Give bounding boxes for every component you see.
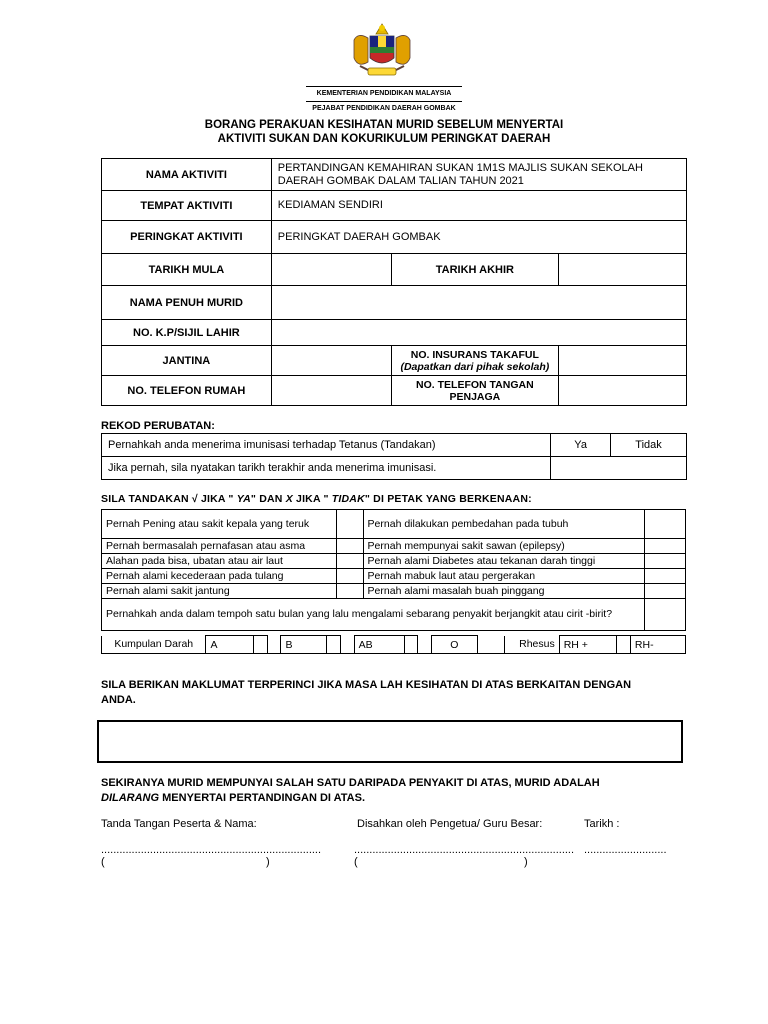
participant-signature-label: Tanda Tangan Peserta & Nama:: [101, 818, 257, 830]
warning-line2: MENYERTAI PERTANDINGAN DI ATAS.: [159, 792, 366, 804]
blood-o-label: O: [431, 636, 477, 654]
blood-ab-checkbox[interactable]: [404, 636, 418, 654]
condition-infectious-checkbox[interactable]: [645, 599, 686, 631]
insurance-field[interactable]: [559, 346, 687, 376]
instruction-text-3: JIKA ": [292, 493, 332, 505]
principal-approval-label: Disahkan oleh Pengetua/ Guru Besar:: [357, 818, 543, 830]
condition-kidney: Pernah alami masalah buah pinggang: [363, 584, 645, 599]
activity-name-label: NAMA AKTIVITI: [102, 159, 272, 191]
condition-asthma: Pernah bermasalah pernafasan atau asma: [102, 539, 337, 554]
instruction-x: X: [285, 493, 293, 505]
no-checkbox[interactable]: Tidak: [611, 434, 687, 457]
end-date-field[interactable]: [559, 254, 687, 286]
ministry-header: [300, 84, 468, 114]
condition-surgery: Pernah dilakukan pembedahan pada tubuh: [363, 510, 645, 539]
eligibility-warning: [101, 776, 681, 806]
guardian-phone-label: NO. TELEFON TANGAN PENJAGA: [391, 376, 559, 406]
rh-positive-checkbox[interactable]: [617, 636, 631, 654]
principal-name-open: (: [354, 856, 358, 868]
blood-b-checkbox[interactable]: [327, 636, 341, 654]
blood-group-label: Kumpulan Darah: [102, 636, 206, 654]
rhesus-label: Rhesus: [504, 636, 559, 654]
rh-negative-label: RH-: [630, 636, 685, 654]
condition-heart-checkbox[interactable]: [336, 584, 363, 599]
ministry-name: KEMENTERIAN PENDIDIKAN MALAYSIA: [316, 90, 452, 97]
date-line[interactable]: ...........................: [584, 844, 667, 856]
form-title-line1: BORANG PERAKUAN KESIHATAN MURID SEBELUM MENYERTAI: [204, 119, 564, 131]
condition-bone-injury: Pernah alami kecederaan pada tulang: [102, 569, 337, 584]
ic-number-label: NO. K.P/SIJIL LAHIR: [102, 320, 272, 346]
form-title-line2: AKTIVITI SUKAN DAN KOKURIKULUM PERINGKAT DAERAH: [217, 133, 551, 145]
condition-asthma-checkbox[interactable]: [336, 539, 363, 554]
instruction-text-1: SILA TANDAKAN √ JIKA ": [101, 493, 237, 505]
blood-spacer: [340, 636, 354, 654]
activity-level-label: PERINGKAT AKTIVITI: [102, 221, 272, 254]
warning-line1: SEKIRANYA MURID MEMPUNYAI SALAH SATU DARIPADA PENYAKIT DI ATAS, MURID ADALAH: [101, 777, 600, 789]
blood-o-checkbox[interactable]: [477, 636, 504, 654]
condition-epilepsy: Pernah mempunyai sakit sawan (epilepsy): [363, 539, 645, 554]
start-date-label: TARIKH MULA: [102, 254, 272, 286]
yes-checkbox[interactable]: Ya: [551, 434, 611, 457]
guardian-phone-field[interactable]: [559, 376, 687, 406]
start-date-field[interactable]: [271, 254, 391, 286]
health-conditions-table: [101, 509, 686, 631]
immunisation-table: [101, 433, 687, 480]
instruction-ya: YA: [236, 493, 251, 505]
insurance-label: [391, 346, 559, 376]
condition-allergy-checkbox[interactable]: [336, 554, 363, 569]
blood-spacer: [267, 636, 281, 654]
form-title: [100, 118, 668, 146]
insurance-note: (Dapatkan dari pihak sekolah): [400, 360, 550, 373]
tick-instruction: [101, 493, 532, 505]
activity-name-value[interactable]: PERTANDINGAN KEMAHIRAN SUKAN 1M1S MAJLIS SUKAN SEKOLAH DAERAH GOMBAK DALAM TALIAN TAHUN 2021: [271, 159, 686, 191]
rh-positive-label: RH +: [559, 636, 617, 654]
condition-infectious: Pernahkah anda dalam tempoh satu bulan yang lalu mengalami sebarang penyakit berjangkit atau cirit -birit?: [102, 599, 645, 631]
participant-name-close: ): [266, 856, 270, 868]
instruction-tidak: TIDAK: [331, 493, 365, 505]
participant-name-open: (: [101, 856, 105, 868]
home-phone-field[interactable]: [271, 376, 391, 406]
end-date-label: TARIKH AKHIR: [391, 254, 559, 286]
condition-headache: Pernah Pening atau sakit kepala yang teruk: [102, 510, 337, 539]
ic-number-field[interactable]: [271, 320, 686, 346]
activity-info-table: [101, 158, 687, 406]
activity-level-value[interactable]: PERINGKAT DAERAH GOMBAK: [271, 221, 686, 254]
immunisation-date-question: Jika pernah, sila nyatakan tarikh terakhir anda menerima imunisasi.: [102, 457, 551, 480]
gender-label: JANTINA: [102, 346, 272, 376]
blood-a-label: A: [206, 636, 254, 654]
warning-emphasis: DILARANG: [101, 792, 160, 804]
principal-signature-line[interactable]: ........................................................................: [354, 844, 575, 856]
condition-allergy: Alahan pada bisa, ubatan atau air laut: [102, 554, 337, 569]
condition-diabetes: Pernah alami Diabetes atau tekanan darah tinggi: [363, 554, 645, 569]
condition-diabetes-checkbox[interactable]: [645, 554, 686, 569]
insurance-label-text: NO. INSURANS TAKAFUL: [410, 348, 539, 361]
malaysia-crest-logo: [346, 22, 418, 84]
activity-venue-label: TEMPAT AKTIVITI: [102, 191, 272, 221]
blood-group-table: [101, 635, 686, 654]
tetanus-question: Pernahkah anda menerima imunisasi terhadap Tetanus (Tandakan): [102, 434, 551, 457]
student-name-field[interactable]: [271, 286, 686, 320]
medical-record-heading: REKOD PERUBATAN:: [101, 420, 215, 432]
principal-name-close: ): [524, 856, 528, 868]
home-phone-label: NO. TELEFON RUMAH: [102, 376, 272, 406]
details-heading: SILA BERIKAN MAKLUMAT TERPERINCI JIKA MASA LAH KESIHATAN DI ATAS BERKAITAN DENGAN ANDA.: [101, 679, 632, 706]
blood-ab-label: AB: [354, 636, 404, 654]
health-details-textbox[interactable]: [97, 720, 683, 763]
blood-spacer: [418, 636, 432, 654]
condition-heart: Pernah alami sakit jantung: [102, 584, 337, 599]
condition-bone-injury-checkbox[interactable]: [336, 569, 363, 584]
district-office-name: PEJABAT PENDIDIKAN DAERAH GOMBAK: [312, 105, 456, 112]
participant-signature-line[interactable]: ........................................................................: [101, 844, 322, 856]
gender-field[interactable]: [271, 346, 391, 376]
condition-motion-sickness-checkbox[interactable]: [645, 569, 686, 584]
condition-motion-sickness: Pernah mabuk laut atau pergerakan: [363, 569, 645, 584]
instruction-text-2: " DAN: [250, 493, 286, 505]
blood-b-label: B: [281, 636, 327, 654]
condition-kidney-checkbox[interactable]: [645, 584, 686, 599]
condition-epilepsy-checkbox[interactable]: [645, 539, 686, 554]
blood-a-checkbox[interactable]: [254, 636, 268, 654]
activity-venue-value[interactable]: KEDIAMAN SENDIRI: [271, 191, 686, 221]
date-label: Tarikh :: [584, 818, 620, 830]
condition-headache-checkbox[interactable]: [336, 510, 363, 539]
condition-surgery-checkbox[interactable]: [645, 510, 686, 539]
immunisation-date-field[interactable]: [551, 457, 687, 480]
instruction-text-4: " DI PETAK YANG BERKENAAN:: [364, 493, 532, 505]
student-name-label: NAMA PENUH MURID: [102, 286, 272, 320]
